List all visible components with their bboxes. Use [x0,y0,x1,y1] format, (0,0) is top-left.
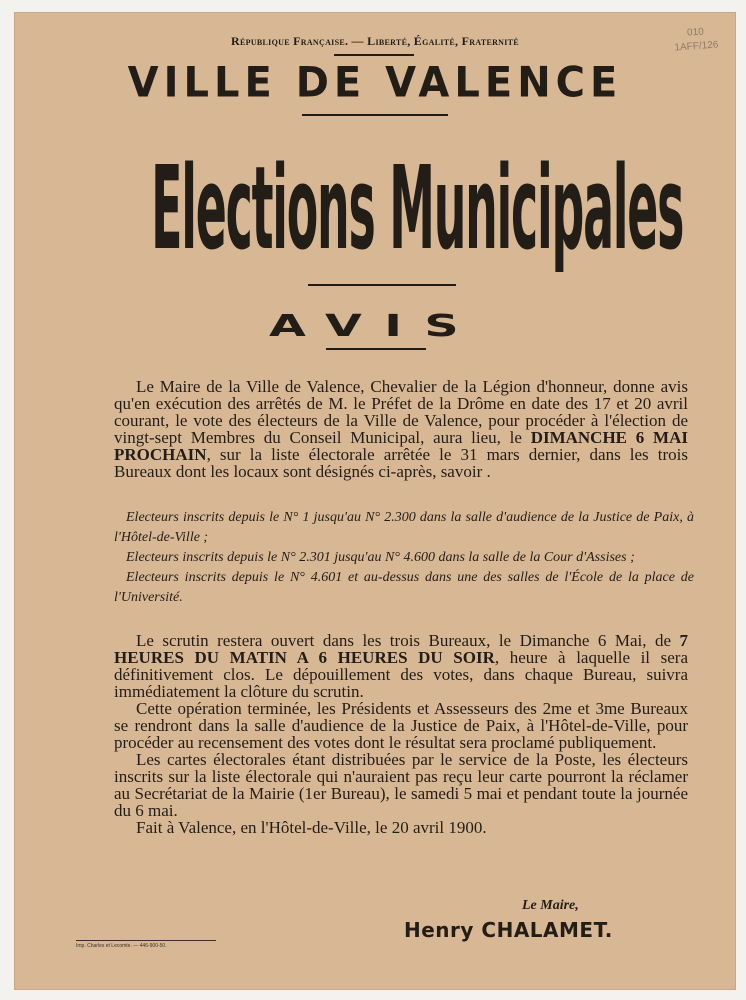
republique-motto: République Française. — Liberté, Égalité, Fraternité [231,34,519,48]
bureau-item: Electeurs inscrits depuis le N° 4.601 et au-dessus dans une des salles de l'École de la place de l'Université. [114,570,694,605]
archive-stamp-line-1: 010 [686,26,705,39]
intro-text-end: , sur la liste électorale arrêtée le 31 mars dernier, dans les trois Bureaux dont les locaux sont désignés ci-après, savoir . [114,445,688,481]
avis-heading: AVIS [268,308,482,344]
archive-stamp-line-2: 1AFF/126 [674,39,719,54]
divider [302,114,448,116]
scrutin-text-end: , heure à laquelle il sera définitivement clos. Le dépouillement des votes, dans chaque Bureau, suivra immédiatement la clôture du scrutin. [114,648,688,701]
printer-imprint: Imp. Charles et Lecomte. — 446-900-50. [76,940,216,949]
poster-sheet [14,12,736,990]
cartes-paragraph: Les cartes électorales étant distribuées par le service de la Poste, les électeurs inscrits sur la liste électorale qui n'auraient pas reçu leur carte pourront la réclamer au Secrétariat de la Mairie (1er Bureau), le samedi 5 mai et pendant toute la journée du 6 mai. [114,750,688,820]
page-title: Elections Municipales [151,142,684,276]
bureau-item: Electeurs inscrits depuis le N° 1 jusqu'au N° 2.300 dans la salle d'audience de la Justice de Paix, à l'Hôtel-de-Ville ; [114,510,694,545]
divider [308,284,456,286]
bureau-item: Electeurs inscrits depuis le N° 2.301 jusqu'au N° 4.600 dans la salle de la Cour d'Assises ; [126,550,635,565]
divider [334,54,414,56]
divider [326,348,426,350]
voting-hours: 7 HEURES DU MATIN A 6 HEURES DU SOIR [114,631,689,667]
scrutin-text: Le scrutin restera ouvert dans les trois Bureaux, le Dimanche 6 Mai, de [136,631,672,650]
intro-text: Le Maire de la Ville de Valence, Chevalier de la Légion d'honneur, donne avis qu'en exécution des arrêtés de M. le Préfet de la Drôme en date des 17 et 20 avril courant, le vote des électeurs de la Ville de Valence, pour procéder à l'élection de vingt-sept Membres du Conseil Municipal, aura lieu, le [114,377,688,447]
election-date: DIMANCHE 6 MAI PROCHAIN [114,428,688,464]
scrutin-paragraph [114,632,688,836]
intro-paragraph [114,378,688,480]
signature-role: Le Maire, [522,898,579,913]
bureaux-list [114,508,694,608]
signature-name: Henry CHALAMET. [404,918,613,942]
operation-paragraph: Cette opération terminée, les Présidents et Assesseurs des 2me et 3me Bureaux se rendront dans la salle d'audience de la Justice de Paix, à l'Hôtel-de-Ville, pour procéder au recensement des votes dont le résultat sera proclamé publiquement. [114,699,688,752]
fait-line: Fait à Valence, en l'Hôtel-de-Ville, le 20 avril 1900. [136,818,487,837]
city-heading: VILLE DE VALENCE [127,58,623,108]
